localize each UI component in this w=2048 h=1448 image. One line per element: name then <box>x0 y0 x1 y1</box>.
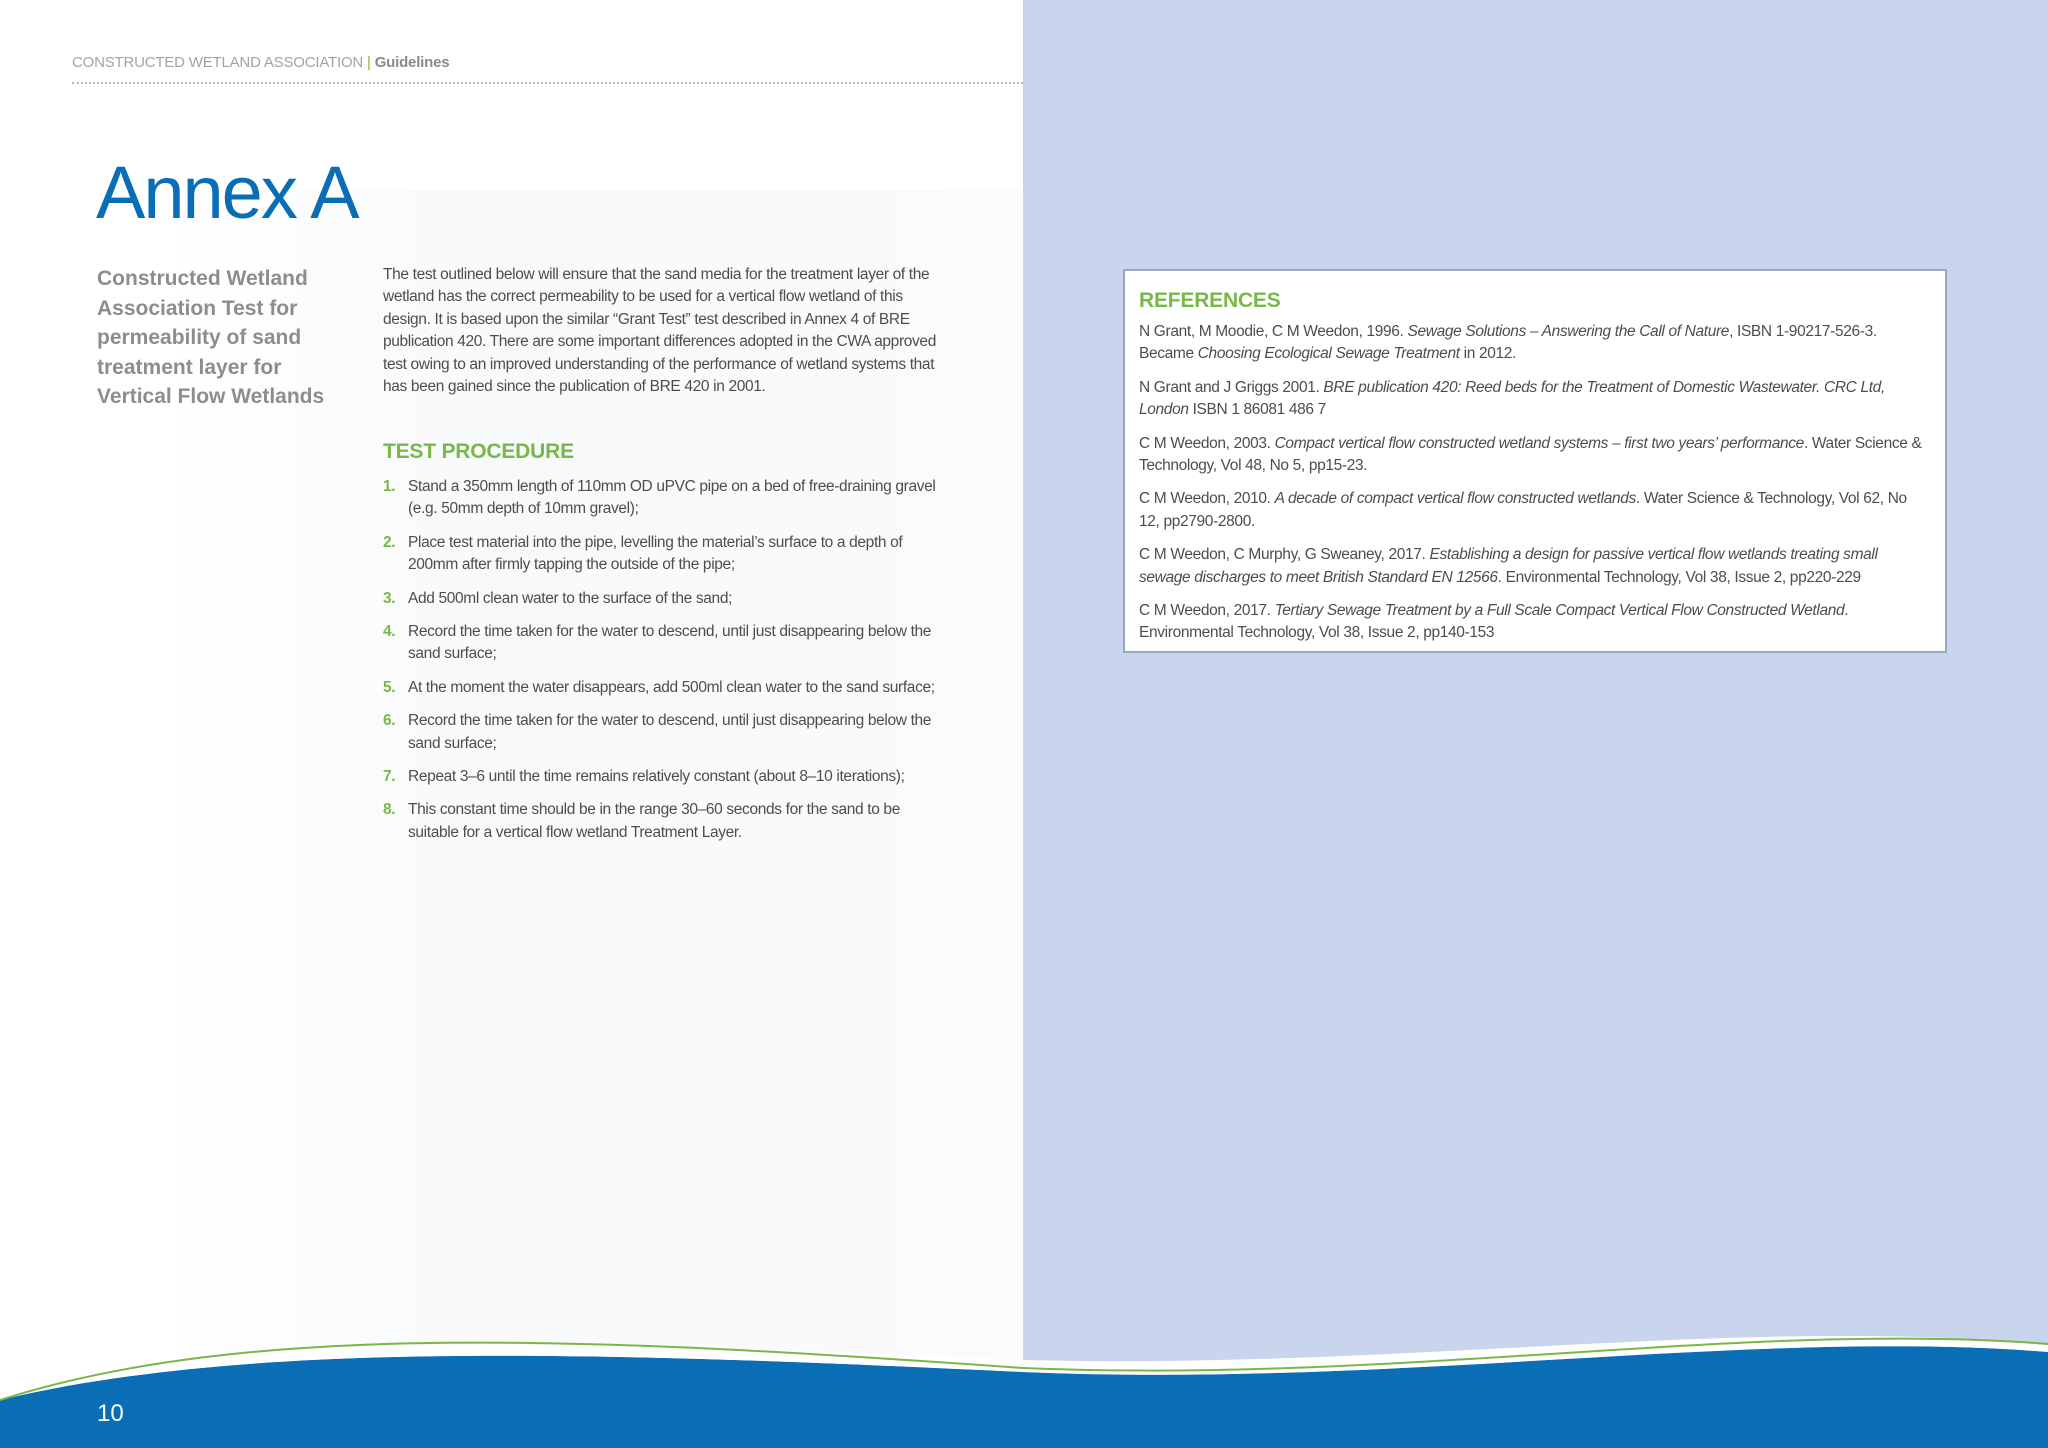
list-item <box>383 710 943 755</box>
reference-authors: C M Weedon, 2003. <box>1139 434 1275 452</box>
step-text: This constant time should be in the range 30–60 seconds for the sand to be suitable for a vertical flow wetland Treatment Layer. <box>408 801 900 841</box>
intro-paragraph: The test outlined below will ensure that the sand media for the treatment layer of the wetland has the correct permeability to be used for a vertical flow wetland of this design. It is based upon the similar “Grant Test” test described in Annex 4 of BRE publication 420. There are some important differences adopted in the CWA approved test owing to an improved understanding of the performance of wetland systems that has been gained since the publication of BRE 420 in 2001. <box>383 266 936 396</box>
reference-authors: C M Weedon, 2017. <box>1139 602 1275 620</box>
footer-wave-graphic <box>0 1300 2048 1448</box>
reference-item <box>1139 321 1931 366</box>
step-text: Stand a 350mm length of 110mm OD uPVC pipe on a bed of free-draining gravel (e.g. 50mm depth of 10mm gravel); <box>408 478 936 518</box>
list-item <box>383 677 943 699</box>
step-text: Record the time taken for the water to descend, until just disappearing below the sand surface; <box>408 623 932 663</box>
reference-title: A decade of compact vertical flow constructed wetlands <box>1274 490 1636 508</box>
references-box <box>1123 269 1947 653</box>
running-header <box>72 54 449 71</box>
reference-title-2: Choosing Ecological Sewage Treatment <box>1197 345 1460 363</box>
step-number: 5. <box>383 678 396 696</box>
reference-tail: in 2012. <box>1459 345 1517 363</box>
reference-title: Compact vertical flow constructed wetland systems – first two years’ performance <box>1274 434 1804 452</box>
list-item <box>383 766 943 788</box>
list-item <box>383 799 943 844</box>
reference-details: . Environmental Technology, Vol 38, Issue 2, pp220-229 <box>1497 568 1861 586</box>
page-number: 10 <box>97 1400 124 1427</box>
annex-subtitle: Constructed Wetland Association Test for permeability of sand treatment layer for Vertical Flow Wetlands <box>97 267 325 408</box>
step-text: Place test material into the pipe, levelling the material’s surface to a depth of 200mm after firmly tapping the outside of the pipe; <box>408 533 903 574</box>
list-item <box>383 476 943 521</box>
list-item <box>383 588 943 610</box>
right-page <box>1023 0 2048 1448</box>
test-procedure-list <box>383 476 943 855</box>
references-heading: REFERENCES <box>1139 289 1281 312</box>
reference-details: . Environmental Technology, Vol 38, Issue 2, pp140-153 <box>1139 602 1849 642</box>
reference-item <box>1139 488 1931 533</box>
reference-item <box>1139 377 1931 422</box>
step-number: 1. <box>383 478 396 495</box>
header-org: CONSTRUCTED WETLAND ASSOCIATION <box>72 54 364 71</box>
reference-item <box>1139 544 1931 589</box>
header-dotted-rule <box>72 82 1023 84</box>
test-procedure-heading: TEST PROCEDURE <box>383 440 574 463</box>
reference-authors: C M Weedon, C Murphy, G Sweaney, 2017. <box>1139 546 1430 564</box>
references-list <box>1139 321 1931 645</box>
reference-authors: N Grant, M Moodie, C M Weedon, 1996. <box>1139 323 1408 340</box>
reference-details: . Water Science & Technology, Vol 48, No 5, pp15-23. <box>1139 434 1922 475</box>
header-section: Guidelines <box>374 54 450 71</box>
page-title: Annex A <box>96 151 358 234</box>
step-text: Repeat 3–6 until the time remains relatively constant (about 8–10 iterations); <box>408 768 905 786</box>
list-item <box>383 621 943 666</box>
step-number: 7. <box>383 768 396 786</box>
reference-title: Establishing a design for passive vertical flow wetlands treating small sewage discharges to meet British Standard EN 12566 <box>1139 546 1878 586</box>
step-number: 8. <box>383 801 396 819</box>
reference-details: ISBN 1 86081 486 7 <box>1188 401 1326 419</box>
step-text: Add 500ml clean water to the surface of the sand; <box>408 589 733 607</box>
header-separator: | <box>367 54 371 71</box>
reference-authors: N Grant and J Griggs 2001. <box>1139 378 1324 396</box>
reference-details: . Water Science & Technology, Vol 62, No 12, pp2790-2800. <box>1139 490 1907 530</box>
step-number: 2. <box>383 533 396 551</box>
step-number: 6. <box>383 712 396 730</box>
step-text: At the moment the water disappears, add 500ml clean water to the sand surface; <box>408 678 935 696</box>
step-text: Record the time taken for the water to descend, until just disappearing below the sand surface; <box>408 712 932 752</box>
reference-item <box>1139 600 1931 645</box>
reference-title: Sewage Solutions – Answering the Call of Nature <box>1407 323 1730 340</box>
reference-title: BRE publication 420: Reed beds for the Treatment of Domestic Wastewater. CRC Ltd, London <box>1139 378 1885 419</box>
step-number: 3. <box>383 589 396 607</box>
reference-item <box>1139 433 1931 478</box>
reference-title: Tertiary Sewage Treatment by a Full Scale Compact Vertical Flow Constructed Wetland <box>1274 602 1845 620</box>
reference-authors: C M Weedon, 2010. <box>1139 490 1275 508</box>
reference-details: , ISBN 1-90217-526-3. Became <box>1139 323 1877 363</box>
list-item <box>383 532 943 577</box>
step-number: 4. <box>383 623 396 641</box>
